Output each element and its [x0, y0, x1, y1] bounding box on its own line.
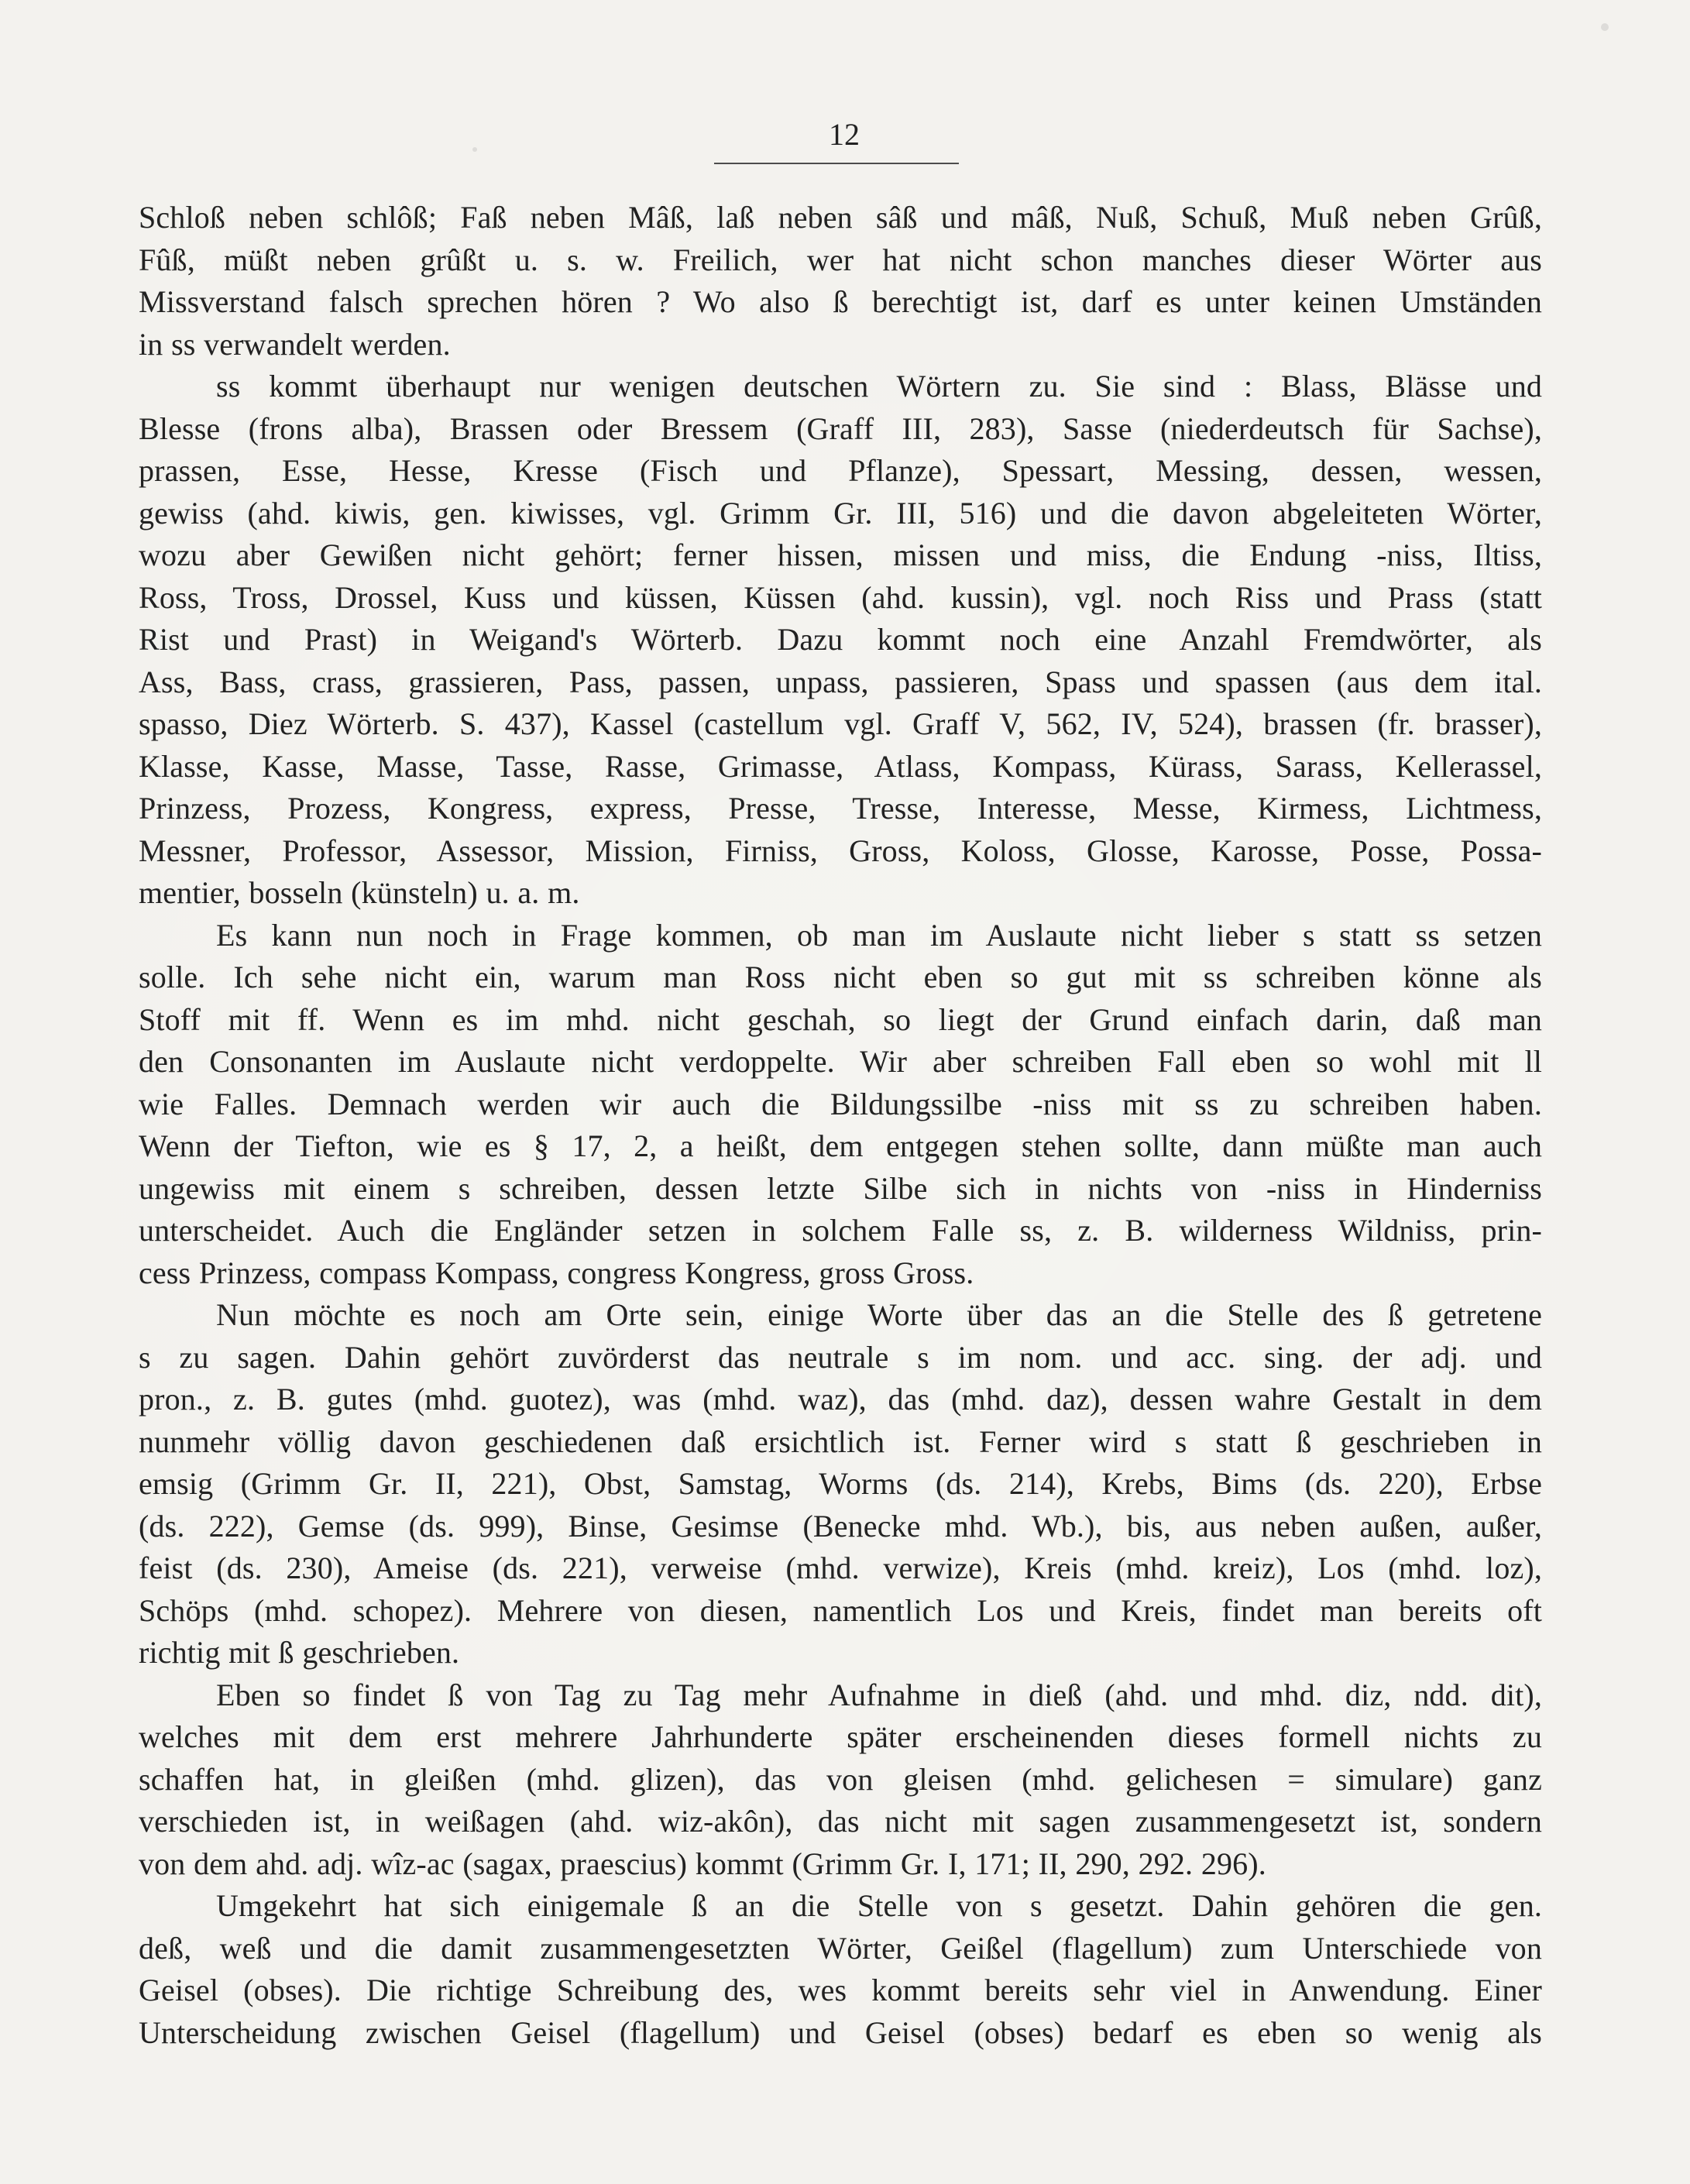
text-line: Eben so findet ß von Tag zu Tag mehr Aufnahme in dieß (ahd. und mhd. diz, ndd. dit),	[216, 1677, 1542, 1712]
text-line: prassen, Esse, Hesse, Kresse (Fisch und Pflanze), Spessart, Messing, dessen, wessen,	[139, 453, 1542, 488]
text-line: deß, weß und die damit zusammengesetzten Wörter, Geißel (flagellum) zum Unterschiede von	[139, 1930, 1542, 1966]
text-line: schaffen hat, in gleißen (mhd. glizen), das von gleisen (mhd. gelichesen = simulare) ganz	[139, 1761, 1542, 1797]
text-line: feist (ds. 230), Ameise (ds. 221), verweise (mhd. verwize), Kreis (mhd. kreiz), Los (mhd. loz),	[139, 1550, 1542, 1585]
text-line: Schloß neben schlôß; Faß neben Mâß, laß neben sâß und mâß, Nuß, Schuß, Muß neben Grûß,	[139, 200, 1542, 235]
page-number-rule	[714, 163, 959, 164]
text-line: Klasse, Kasse, Masse, Tasse, Rasse, Grimasse, Atlass, Kompass, Kürass, Sarass, Kellerassel,	[139, 748, 1542, 784]
text-line: Schöps (mhd. schopez). Mehrere von diesen, namentlich Los und Kreis, findet man bereits oft	[139, 1592, 1542, 1628]
text-line: Geisel (obses). Die richtige Schreibung des, wes kommt bereits sehr viel in Anwendung. Einer	[139, 1973, 1542, 2007]
text-line: richtig mit ß geschrieben.	[139, 1635, 460, 1670]
text-line: in ss verwandelt werden.	[139, 326, 451, 362]
text-line: welches mit dem erst mehrere Jahrhunderte später erscheinenden dieses formell nichts zu	[139, 1719, 1542, 1754]
text-line: Ross, Tross, Drossel, Kuss und küssen, Küssen (ahd. kussin), vgl. noch Riss und Prass (statt	[139, 579, 1542, 615]
text-line: ss kommt überhaupt nur wenigen deutschen Wörtern zu. Sie sind : Blass, Blässe und	[216, 369, 1542, 403]
text-line: emsig (Grimm Gr. II, 221), Obst, Samstag, Worms (ds. 214), Krebs, Bims (ds. 220), Erbse	[139, 1466, 1542, 1501]
text-line: wie Falles. Demnach werden wir auch die Bildungssilbe -niss mit ss zu schreiben haben.	[139, 1086, 1542, 1121]
body-text	[139, 197, 1542, 2054]
text-line: unterscheidet. Auch die Engländer setzen in solchem Falle ss, z. B. wilderness Wildniss, prin-	[139, 1213, 1542, 1248]
text-line: cess Prinzess, compass Kompass, congress Kongress, gross Gross.	[139, 1255, 974, 1290]
text-line: verschieden ist, in weißagen (ahd. wiz-akôn), das nicht mit sagen zusammengesetzt ist, sondern	[139, 1804, 1542, 1839]
text-line: wozu aber Gewißen nicht gehört; ferner hissen, missen und miss, die Endung -niss, Iltiss,	[139, 537, 1542, 572]
text-line: gewiss (ahd. kiwis, gen. kiwisses, vgl. Grimm Gr. III, 516) und die davon abgeleiteten Wörter,	[139, 495, 1542, 531]
text-line: Rist und Prast) in Weigand's Wörterb. Dazu kommt noch eine Anzahl Fremdwörter, als	[139, 622, 1542, 657]
text-line: Messner, Professor, Assessor, Mission, Firniss, Gross, Koloss, Glosse, Karosse, Posse, Possa-	[139, 833, 1542, 868]
text-line: Es kann nun noch in Frage kommen, ob man im Auslaute nicht lieber s statt ss setzen	[216, 917, 1542, 953]
text-line: ungewiss mit einem s schreiben, dessen letzte Silbe sich in nichts von -niss in Hinderniss	[139, 1170, 1542, 1206]
text-line: von dem ahd. adj. wîz-ac (sagax, praescius) kommt (Grimm Gr. I, 171; II, 290, 292. 296).	[139, 1846, 1266, 1881]
text-line: (ds. 222), Gemse (ds. 999), Binse, Gesimse (Benecke mhd. Wb.), bis, aus neben außen, außer,	[139, 1508, 1542, 1544]
text-line: Fûß, müßt neben grûßt u. s. w. Freilich, wer hat nicht schon manches dieser Wörter aus	[139, 242, 1542, 277]
text-line: Prinzess, Prozess, Kongress, express, Presse, Tresse, Interesse, Messe, Kirmess, Lichtmess,	[139, 791, 1542, 826]
text-line: Nun möchte es noch am Orte sein, einige Worte über das an die Stelle des ß getretene	[216, 1297, 1542, 1332]
text-line: Missverstand falsch sprechen hören ? Wo also ß berechtigt ist, darf es unter keinen Umständen	[139, 284, 1542, 319]
text-line: mentier, bosseln (künsteln) u. a. m.	[139, 875, 580, 910]
text-line: nunmehr völlig davon geschiedenen daß ersichtlich ist. Ferner wird s statt ß geschrieben in	[139, 1423, 1542, 1459]
text-line: solle. Ich sehe nicht ein, warum man Ross nicht eben so gut mit ss schreiben könne als	[139, 960, 1542, 994]
paper-speck	[472, 147, 477, 152]
page-number: 12	[829, 117, 860, 152]
text-line: Umgekehrt hat sich einigemale ß an die Stelle von s gesetzt. Dahin gehören die gen.	[216, 1888, 1542, 1923]
paper-speck	[1601, 23, 1609, 31]
text-line: Wenn der Tiefton, wie es § 17, 2, a heißt, dem entgegen stehen sollte, dann müßte man auch	[139, 1128, 1542, 1163]
text-line: den Consonanten im Auslaute nicht verdoppelte. Wir aber schreiben Fall eben so wohl mit ll	[139, 1044, 1542, 1079]
text-line: Blesse (frons alba), Brassen oder Bressem (Graff III, 283), Sasse (niederdeutsch für Sachse),	[139, 410, 1542, 446]
text-line: Ass, Bass, crass, grassieren, Pass, passen, unpass, passieren, Spass und spassen (aus dem ital.	[139, 664, 1542, 699]
text-line: Unterscheidung zwischen Geisel (flagellum) und Geisel (obses) bedarf es eben so wenig als	[139, 2014, 1542, 2050]
text-line: Stoff mit ff. Wenn es im mhd. nicht geschah, so liegt der Grund einfach darin, daß man	[139, 1001, 1542, 1037]
text-line: pron., z. B. gutes (mhd. guotez), was (mhd. waz), das (mhd. daz), dessen wahre Gestalt in dem	[139, 1382, 1542, 1417]
text-line: s zu sagen. Dahin gehört zuvörderst das neutrale s im nom. und acc. sing. der adj. und	[139, 1339, 1542, 1375]
text-line: spasso, Diez Wörterb. S. 437), Kassel (castellum vgl. Graff V, 562, IV, 524), brassen (fr. brasser),	[139, 706, 1542, 741]
